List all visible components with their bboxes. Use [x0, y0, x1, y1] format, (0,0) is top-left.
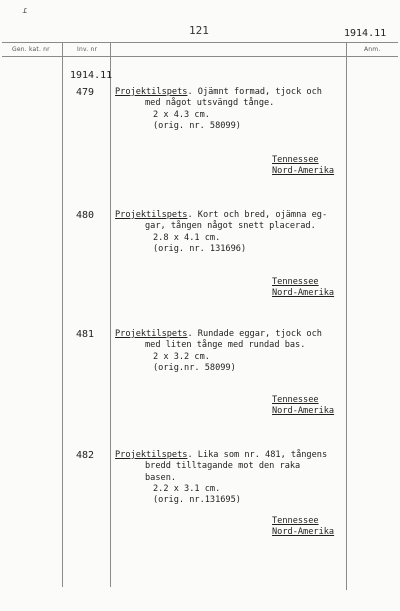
locality-482 — [272, 516, 334, 539]
entry-line — [115, 87, 385, 98]
locality-region: Tennessee — [272, 395, 319, 405]
entry-dimensions: 2 x 3.2 cm. — [153, 351, 210, 362]
entry-line: basen. — [145, 472, 177, 483]
column-header-anm: Anm. — [364, 46, 381, 53]
entry-line — [115, 450, 385, 461]
entry-line: bredd tilltagande mot den raka — [145, 461, 301, 472]
entry-479 — [115, 87, 385, 132]
entry-title: Projektilspets — [115, 210, 188, 220]
entry-dimensions: 2 x 4.3 cm. — [153, 109, 210, 120]
inv-nr-481: 481 — [76, 329, 95, 340]
locality-continent: Nord-Amerika — [272, 166, 335, 177]
entry-orig-nr: (orig.nr. 58099) — [153, 362, 236, 373]
header-year: 1914.11 — [344, 28, 387, 39]
locality-continent: Nord-Amerika — [272, 288, 335, 299]
entry-line: med liten tånge med rundad bas. — [145, 340, 306, 351]
entry-dimensions: 2.8 x 4.1 cm. — [153, 232, 221, 243]
column-rule-1 — [62, 42, 63, 587]
entry-text: . Lika som nr. 481, tångens — [187, 450, 328, 460]
entry-title: Projektilspets — [115, 87, 188, 97]
entry-line: med något utsvängd tånge. — [145, 98, 275, 109]
column-rule-2 — [110, 42, 111, 587]
entry-text: . Ojämnt formad, tjock och — [187, 87, 322, 97]
entry-line — [115, 329, 385, 340]
entry-orig-nr: (orig. nr. 131696) — [153, 243, 247, 254]
inv-nr-480: 480 — [76, 210, 95, 221]
locality-479 — [272, 155, 334, 178]
entry-482 — [115, 450, 385, 506]
corner-mark: ɾ — [22, 6, 28, 16]
entry-481 — [115, 329, 385, 374]
entry-text: . Kort och bred, ojämna eg- — [187, 210, 328, 220]
entry-line — [115, 210, 385, 221]
locality-region: Tennessee — [272, 516, 319, 526]
entry-orig-nr: (orig. nr. 58099) — [153, 120, 241, 131]
entry-line: gar, tången något snett placerad. — [145, 221, 316, 232]
entry-orig-nr: (orig. nr.131695) — [153, 495, 241, 506]
locality-480 — [272, 277, 334, 300]
locality-region: Tennessee — [272, 277, 319, 287]
accession-year: 1914.11 — [70, 70, 113, 81]
page-number: 121 — [189, 24, 209, 37]
locality-region: Tennessee — [272, 155, 319, 165]
entry-text: . Rundade eggar, tjock och — [187, 329, 322, 339]
inv-nr-482: 482 — [76, 450, 95, 461]
inv-nr-479: 479 — [76, 87, 95, 98]
locality-continent: Nord-Amerika — [272, 406, 335, 417]
entry-title: Projektilspets — [115, 329, 188, 339]
entry-dimensions: 2.2 x 3.1 cm. — [153, 483, 221, 494]
column-header-gen-kat: Gen. kat. nr — [12, 46, 50, 53]
entry-480 — [115, 210, 385, 255]
locality-continent: Nord-Amerika — [272, 527, 335, 538]
locality-481 — [272, 395, 334, 418]
column-header-inv: Inv. nr — [77, 46, 98, 53]
entry-title: Projektilspets — [115, 450, 188, 460]
